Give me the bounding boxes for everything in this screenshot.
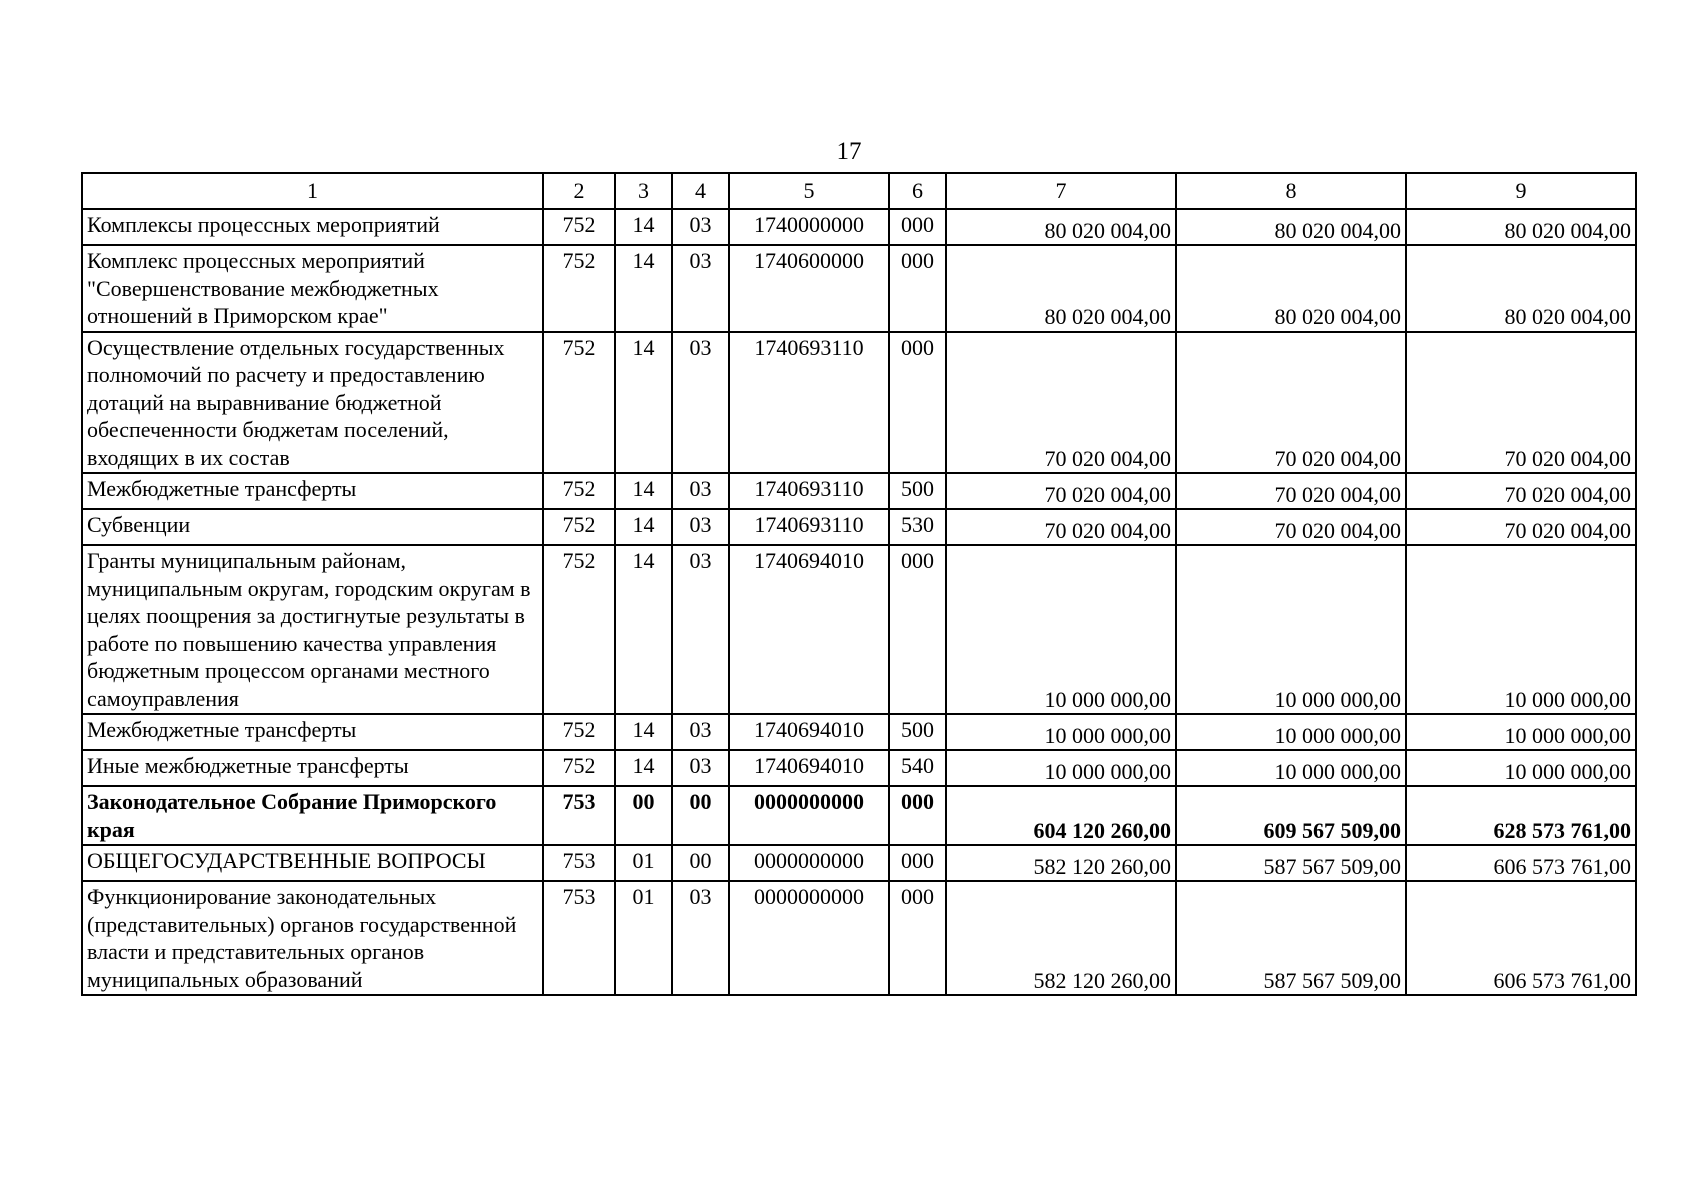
header-cell: 1 [82, 173, 543, 209]
amount-cell-9: 10 000 000,00 [1406, 714, 1636, 750]
table-row [82, 545, 1636, 714]
target-article-cell: 1740694010 [729, 545, 889, 714]
target-article-cell: 0000000000 [729, 845, 889, 881]
admin-code-cell: 753 [543, 881, 615, 995]
expense-type-cell: 540 [889, 750, 946, 786]
table-body [82, 209, 1636, 995]
row-name-cell: Комплексы процессных мероприятий [82, 209, 543, 245]
amount-cell-8: 587 567 509,00 [1176, 845, 1406, 881]
section-code-cell: 14 [615, 714, 672, 750]
table-row [82, 245, 1636, 332]
table-row [82, 845, 1636, 881]
expense-type-cell: 000 [889, 245, 946, 332]
section-code-cell: 14 [615, 509, 672, 545]
table-row [82, 332, 1636, 474]
amount-cell-7: 80 020 004,00 [946, 245, 1176, 332]
target-article-cell: 1740000000 [729, 209, 889, 245]
table-row [82, 209, 1636, 245]
table-row [82, 786, 1636, 845]
section-code-cell: 01 [615, 881, 672, 995]
section-code-cell: 14 [615, 245, 672, 332]
subsection-code-cell: 03 [672, 332, 729, 474]
amount-cell-7: 582 120 260,00 [946, 881, 1176, 995]
section-code-cell: 14 [615, 545, 672, 714]
amount-cell-9: 10 000 000,00 [1406, 545, 1636, 714]
amount-cell-8: 70 020 004,00 [1176, 509, 1406, 545]
subsection-code-cell: 03 [672, 509, 729, 545]
row-name-cell: Функционирование законодательных (представительных) органов государственной власти и представительных органов муниципальных образований [82, 881, 543, 995]
subsection-code-cell: 03 [672, 209, 729, 245]
amount-cell-8: 80 020 004,00 [1176, 245, 1406, 332]
admin-code-cell: 752 [543, 245, 615, 332]
target-article-cell: 1740694010 [729, 750, 889, 786]
expense-type-cell: 000 [889, 545, 946, 714]
subsection-code-cell: 03 [672, 881, 729, 995]
target-article-cell: 1740694010 [729, 714, 889, 750]
section-code-cell: 00 [615, 786, 672, 845]
row-name-cell: Межбюджетные трансферты [82, 714, 543, 750]
section-code-cell: 14 [615, 473, 672, 509]
admin-code-cell: 752 [543, 714, 615, 750]
section-code-cell: 14 [615, 209, 672, 245]
table-row [82, 750, 1636, 786]
row-name-cell: Иные межбюджетные трансферты [82, 750, 543, 786]
admin-code-cell: 752 [543, 509, 615, 545]
admin-code-cell: 753 [543, 786, 615, 845]
header-cell: 9 [1406, 173, 1636, 209]
amount-cell-9: 628 573 761,00 [1406, 786, 1636, 845]
expense-type-cell: 000 [889, 786, 946, 845]
header-cell: 5 [729, 173, 889, 209]
amount-cell-7: 10 000 000,00 [946, 714, 1176, 750]
table-row [82, 473, 1636, 509]
amount-cell-9: 70 020 004,00 [1406, 332, 1636, 474]
amount-cell-9: 80 020 004,00 [1406, 209, 1636, 245]
amount-cell-8: 587 567 509,00 [1176, 881, 1406, 995]
table-row [82, 881, 1636, 995]
target-article-cell: 0000000000 [729, 881, 889, 995]
section-code-cell: 14 [615, 332, 672, 474]
subsection-code-cell: 00 [672, 845, 729, 881]
amount-cell-8: 10 000 000,00 [1176, 714, 1406, 750]
expense-type-cell: 530 [889, 509, 946, 545]
admin-code-cell: 752 [543, 750, 615, 786]
amount-cell-9: 70 020 004,00 [1406, 509, 1636, 545]
page-number: 17 [836, 138, 862, 165]
row-name-cell: Межбюджетные трансферты [82, 473, 543, 509]
header-cell: 7 [946, 173, 1176, 209]
amount-cell-8: 70 020 004,00 [1176, 473, 1406, 509]
subsection-code-cell: 00 [672, 786, 729, 845]
header-row [82, 173, 1636, 209]
admin-code-cell: 752 [543, 473, 615, 509]
amount-cell-7: 582 120 260,00 [946, 845, 1176, 881]
row-name-cell: Осуществление отдельных государственных полномочий по расчету и предоставлению дотаций на выравнивание бюджетной обеспеченности бюджетам поселений, входящих в их состав [82, 332, 543, 474]
expense-type-cell: 000 [889, 881, 946, 995]
target-article-cell: 1740693110 [729, 509, 889, 545]
expense-type-cell: 000 [889, 209, 946, 245]
table-row [82, 714, 1636, 750]
amount-cell-7: 70 020 004,00 [946, 332, 1176, 474]
header-cell: 4 [672, 173, 729, 209]
amount-cell-7: 10 000 000,00 [946, 750, 1176, 786]
header-cell: 3 [615, 173, 672, 209]
amount-cell-9: 80 020 004,00 [1406, 245, 1636, 332]
expense-type-cell: 000 [889, 845, 946, 881]
admin-code-cell: 753 [543, 845, 615, 881]
target-article-cell: 0000000000 [729, 786, 889, 845]
amount-cell-7: 10 000 000,00 [946, 545, 1176, 714]
amount-cell-8: 70 020 004,00 [1176, 332, 1406, 474]
amount-cell-9: 70 020 004,00 [1406, 473, 1636, 509]
section-code-cell: 14 [615, 750, 672, 786]
target-article-cell: 1740693110 [729, 332, 889, 474]
expense-type-cell: 000 [889, 332, 946, 474]
row-name-cell: Субвенции [82, 509, 543, 545]
amount-cell-8: 80 020 004,00 [1176, 209, 1406, 245]
amount-cell-8: 10 000 000,00 [1176, 750, 1406, 786]
admin-code-cell: 752 [543, 545, 615, 714]
amount-cell-9: 606 573 761,00 [1406, 881, 1636, 995]
expense-type-cell: 500 [889, 473, 946, 509]
amount-cell-8: 609 567 509,00 [1176, 786, 1406, 845]
budget-table [81, 172, 1637, 996]
row-name-cell: ОБЩЕГОСУДАРСТВЕННЫЕ ВОПРОСЫ [82, 845, 543, 881]
section-code-cell: 01 [615, 845, 672, 881]
subsection-code-cell: 03 [672, 545, 729, 714]
amount-cell-7: 70 020 004,00 [946, 509, 1176, 545]
subsection-code-cell: 03 [672, 245, 729, 332]
row-name-cell: Гранты муниципальным районам, муниципальным округам, городским округам в целях поощрения за достигнутые результаты в работе по повышению качества управления бюджетным процессом органами местного самоуправления [82, 545, 543, 714]
amount-cell-9: 10 000 000,00 [1406, 750, 1636, 786]
header-cell: 6 [889, 173, 946, 209]
admin-code-cell: 752 [543, 209, 615, 245]
subsection-code-cell: 03 [672, 750, 729, 786]
amount-cell-9: 606 573 761,00 [1406, 845, 1636, 881]
target-article-cell: 1740693110 [729, 473, 889, 509]
target-article-cell: 1740600000 [729, 245, 889, 332]
row-name-cell: Законодательное Собрание Приморского края [82, 786, 543, 845]
admin-code-cell: 752 [543, 332, 615, 474]
subsection-code-cell: 03 [672, 714, 729, 750]
amount-cell-7: 70 020 004,00 [946, 473, 1176, 509]
header-cell: 8 [1176, 173, 1406, 209]
header-cell: 2 [543, 173, 615, 209]
table-row [82, 509, 1636, 545]
amount-cell-7: 604 120 260,00 [946, 786, 1176, 845]
amount-cell-7: 80 020 004,00 [946, 209, 1176, 245]
subsection-code-cell: 03 [672, 473, 729, 509]
expense-type-cell: 500 [889, 714, 946, 750]
amount-cell-8: 10 000 000,00 [1176, 545, 1406, 714]
row-name-cell: Комплекс процессных мероприятий "Совершенствование межбюджетных отношений в Приморском крае" [82, 245, 543, 332]
